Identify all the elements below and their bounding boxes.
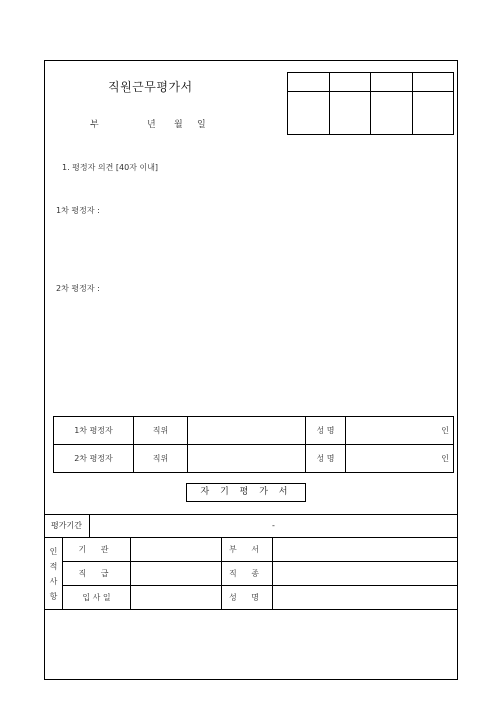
job-type-label: 직 종 <box>222 562 273 586</box>
group-char: 사 <box>49 576 58 586</box>
form-title: 직원근무평가서 <box>108 80 193 94</box>
job-type-field[interactable] <box>273 562 458 586</box>
table-row <box>45 562 458 586</box>
hire-date-field[interactable] <box>131 586 222 610</box>
rank-field[interactable] <box>131 562 222 586</box>
approval-sign-cell[interactable] <box>371 92 413 135</box>
approval-sign-cell[interactable] <box>288 92 330 135</box>
date-dept-label: 부 <box>90 120 99 130</box>
personnel-table <box>44 537 458 610</box>
department-label: 부 서 <box>222 538 273 562</box>
name-label: 성 명 <box>222 586 273 610</box>
table-row <box>45 538 458 562</box>
department-field[interactable] <box>273 538 458 562</box>
approval-header-cell <box>371 73 413 92</box>
approval-sign-cell[interactable] <box>413 92 454 135</box>
evaluation-period-row <box>44 514 458 538</box>
name-label: 성 명 <box>306 445 346 473</box>
date-month-label: 월 <box>174 120 183 130</box>
approval-header-cell <box>288 73 330 92</box>
seal-field[interactable]: 인 <box>346 417 454 445</box>
self-evaluation-title: 자 기 평 가 서 <box>186 483 306 502</box>
agency-field[interactable] <box>131 538 222 562</box>
position-field[interactable] <box>188 445 306 473</box>
group-char: 항 <box>49 591 58 601</box>
approval-header-cell <box>330 73 371 92</box>
approval-header-cell <box>413 73 454 92</box>
evaluation-period-label: 평가기간 <box>44 515 90 537</box>
approval-sign-cell[interactable] <box>330 92 371 135</box>
name-field[interactable] <box>273 586 458 610</box>
table-row <box>54 445 454 473</box>
position-field[interactable] <box>188 417 306 445</box>
table-row <box>54 417 454 445</box>
name-label: 성 명 <box>306 417 346 445</box>
seal-field[interactable]: 인 <box>346 445 454 473</box>
agency-label: 기 관 <box>63 538 131 562</box>
group-char: 적 <box>49 561 58 571</box>
personnel-group-label <box>45 538 63 610</box>
opinion-heading: 1. 평정자 의견 [40자 이내] <box>62 163 159 172</box>
position-label: 직위 <box>134 445 188 473</box>
date-year-label: 년 <box>147 120 156 130</box>
rater-table <box>53 416 454 473</box>
first-rater-opinion-label: 1차 평정자 : <box>56 206 100 215</box>
approval-box-grid <box>287 72 454 135</box>
table-row <box>45 586 458 610</box>
second-rater-opinion-label: 2차 평정자 : <box>56 284 100 293</box>
date-day-label: 일 <box>197 120 206 130</box>
evaluation-period-value[interactable]: - <box>272 521 275 530</box>
position-label: 직위 <box>134 417 188 445</box>
hire-date-label: 입 사 일 <box>63 586 131 610</box>
rank-label: 직 급 <box>63 562 131 586</box>
group-char: 인 <box>49 546 58 556</box>
rater-label: 2차 평정자 <box>54 445 134 473</box>
rater-label: 1차 평정자 <box>54 417 134 445</box>
